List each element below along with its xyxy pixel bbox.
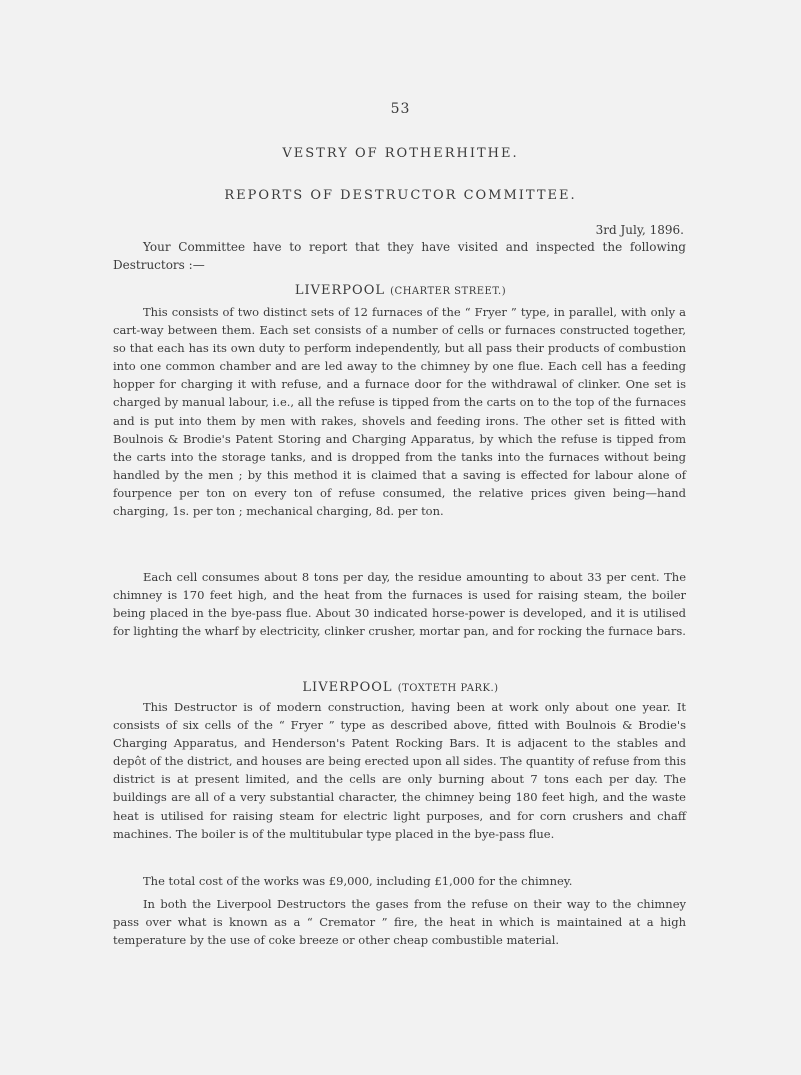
intro-paragraph: Your Committee have to report that they have visited and inspected the following Destructors :—	[113, 240, 686, 272]
section-heading-subtitle: (TOXTETH PARK.)	[397, 683, 499, 694]
section-heading-title: LIVERPOOL	[302, 680, 393, 695]
paragraph-toxteth-park-cost: The total cost of the works was £9,000, including £1,000 for the chimney.	[143, 874, 573, 888]
paragraph-cremator: In both the Liverpool Destructors the gases from the refuse on their way to the chimney pass over what is known as a “ Cremator ” fire, the heat in which is maintained at a high temperature by the use of coke breeze or other cheap combustible material.	[113, 897, 686, 948]
paragraph-charter-street-1: This consists of two distinct sets of 12 furnaces of the “ Fryer ” type, in parallel, with only a cart-way between them. Each set consists of a number of cells or furnaces constructed together, so that each has its own duty to perform independently, but all pass their products of combustion into one common chamber and are led away to the chimney by one flue. Each cell has a feeding hopper for charging it with refuse, and a furnace door for the withdrawal of clinker. One set is charged by manual labour, i.e., all the refuse is tipped from the carts on to the top of the furnaces and is put into them by men with rakes, shovels and feeding irons. The other set is fitted with Boulnois & Brodie's Patent Storing and Charging Apparatus, by which the refuse is tipped from the carts into the storage tanks, and is dropped from the tanks into the furnaces without being handled by the men ; by this method it is claimed that a saving is effected for labour alone of fourpence per ton on every ton of refuse consumed, the relative prices given being—hand charging, 1s. per ton ; mechanical charging, 8d. per ton.	[113, 305, 686, 519]
section-heading-subtitle: (CHARTER STREET.)	[390, 286, 507, 297]
page-number: 53	[390, 101, 411, 117]
document-subtitle: REPORTS OF DESTRUCTOR COMMITTEE.	[224, 188, 577, 203]
document-title: VESTRY OF ROTHERHITHE.	[282, 146, 519, 161]
report-date: 3rd July, 1896.	[595, 223, 684, 237]
section-heading-toxteth-park	[0, 680, 801, 695]
paragraph-toxteth-park-1: This Destructor is of modern construction, having been at work only about one year. It consists of six cells of the “ Fryer ” type as described above, fitted with Boulnois & Brodie's Charging Apparatus, and Henderson's Patent Rocking Bars. It is adjacent to the stables and depôt of the district, and houses are being erected upon all sides. The quantity of refuse from this district is at present limited, and the cells are only burning about 7 tons each per day. The buildings are all of a very substantial character, the chimney being 180 feet high, and the waste heat is utilised for raising steam for electric light purposes, and for corn crushers and chaff machines. The boiler is of the multitubular type placed in the bye-pass flue.	[113, 700, 686, 841]
section-heading-title: LIVERPOOL	[294, 283, 386, 298]
paragraph-charter-street-2: Each cell consumes about 8 tons per day, the residue amounting to about 33 per cent. The chimney is 170 feet high, and the heat from the furnaces is used for raising steam, the boiler being placed in the bye-pass flue. About 30 indicated horse-power is developed, and it is utilised for lighting the wharf by electricity, clinker crusher, mortar pan, and for rocking the furnace bars.	[113, 570, 686, 639]
section-heading-charter-street	[0, 283, 801, 298]
